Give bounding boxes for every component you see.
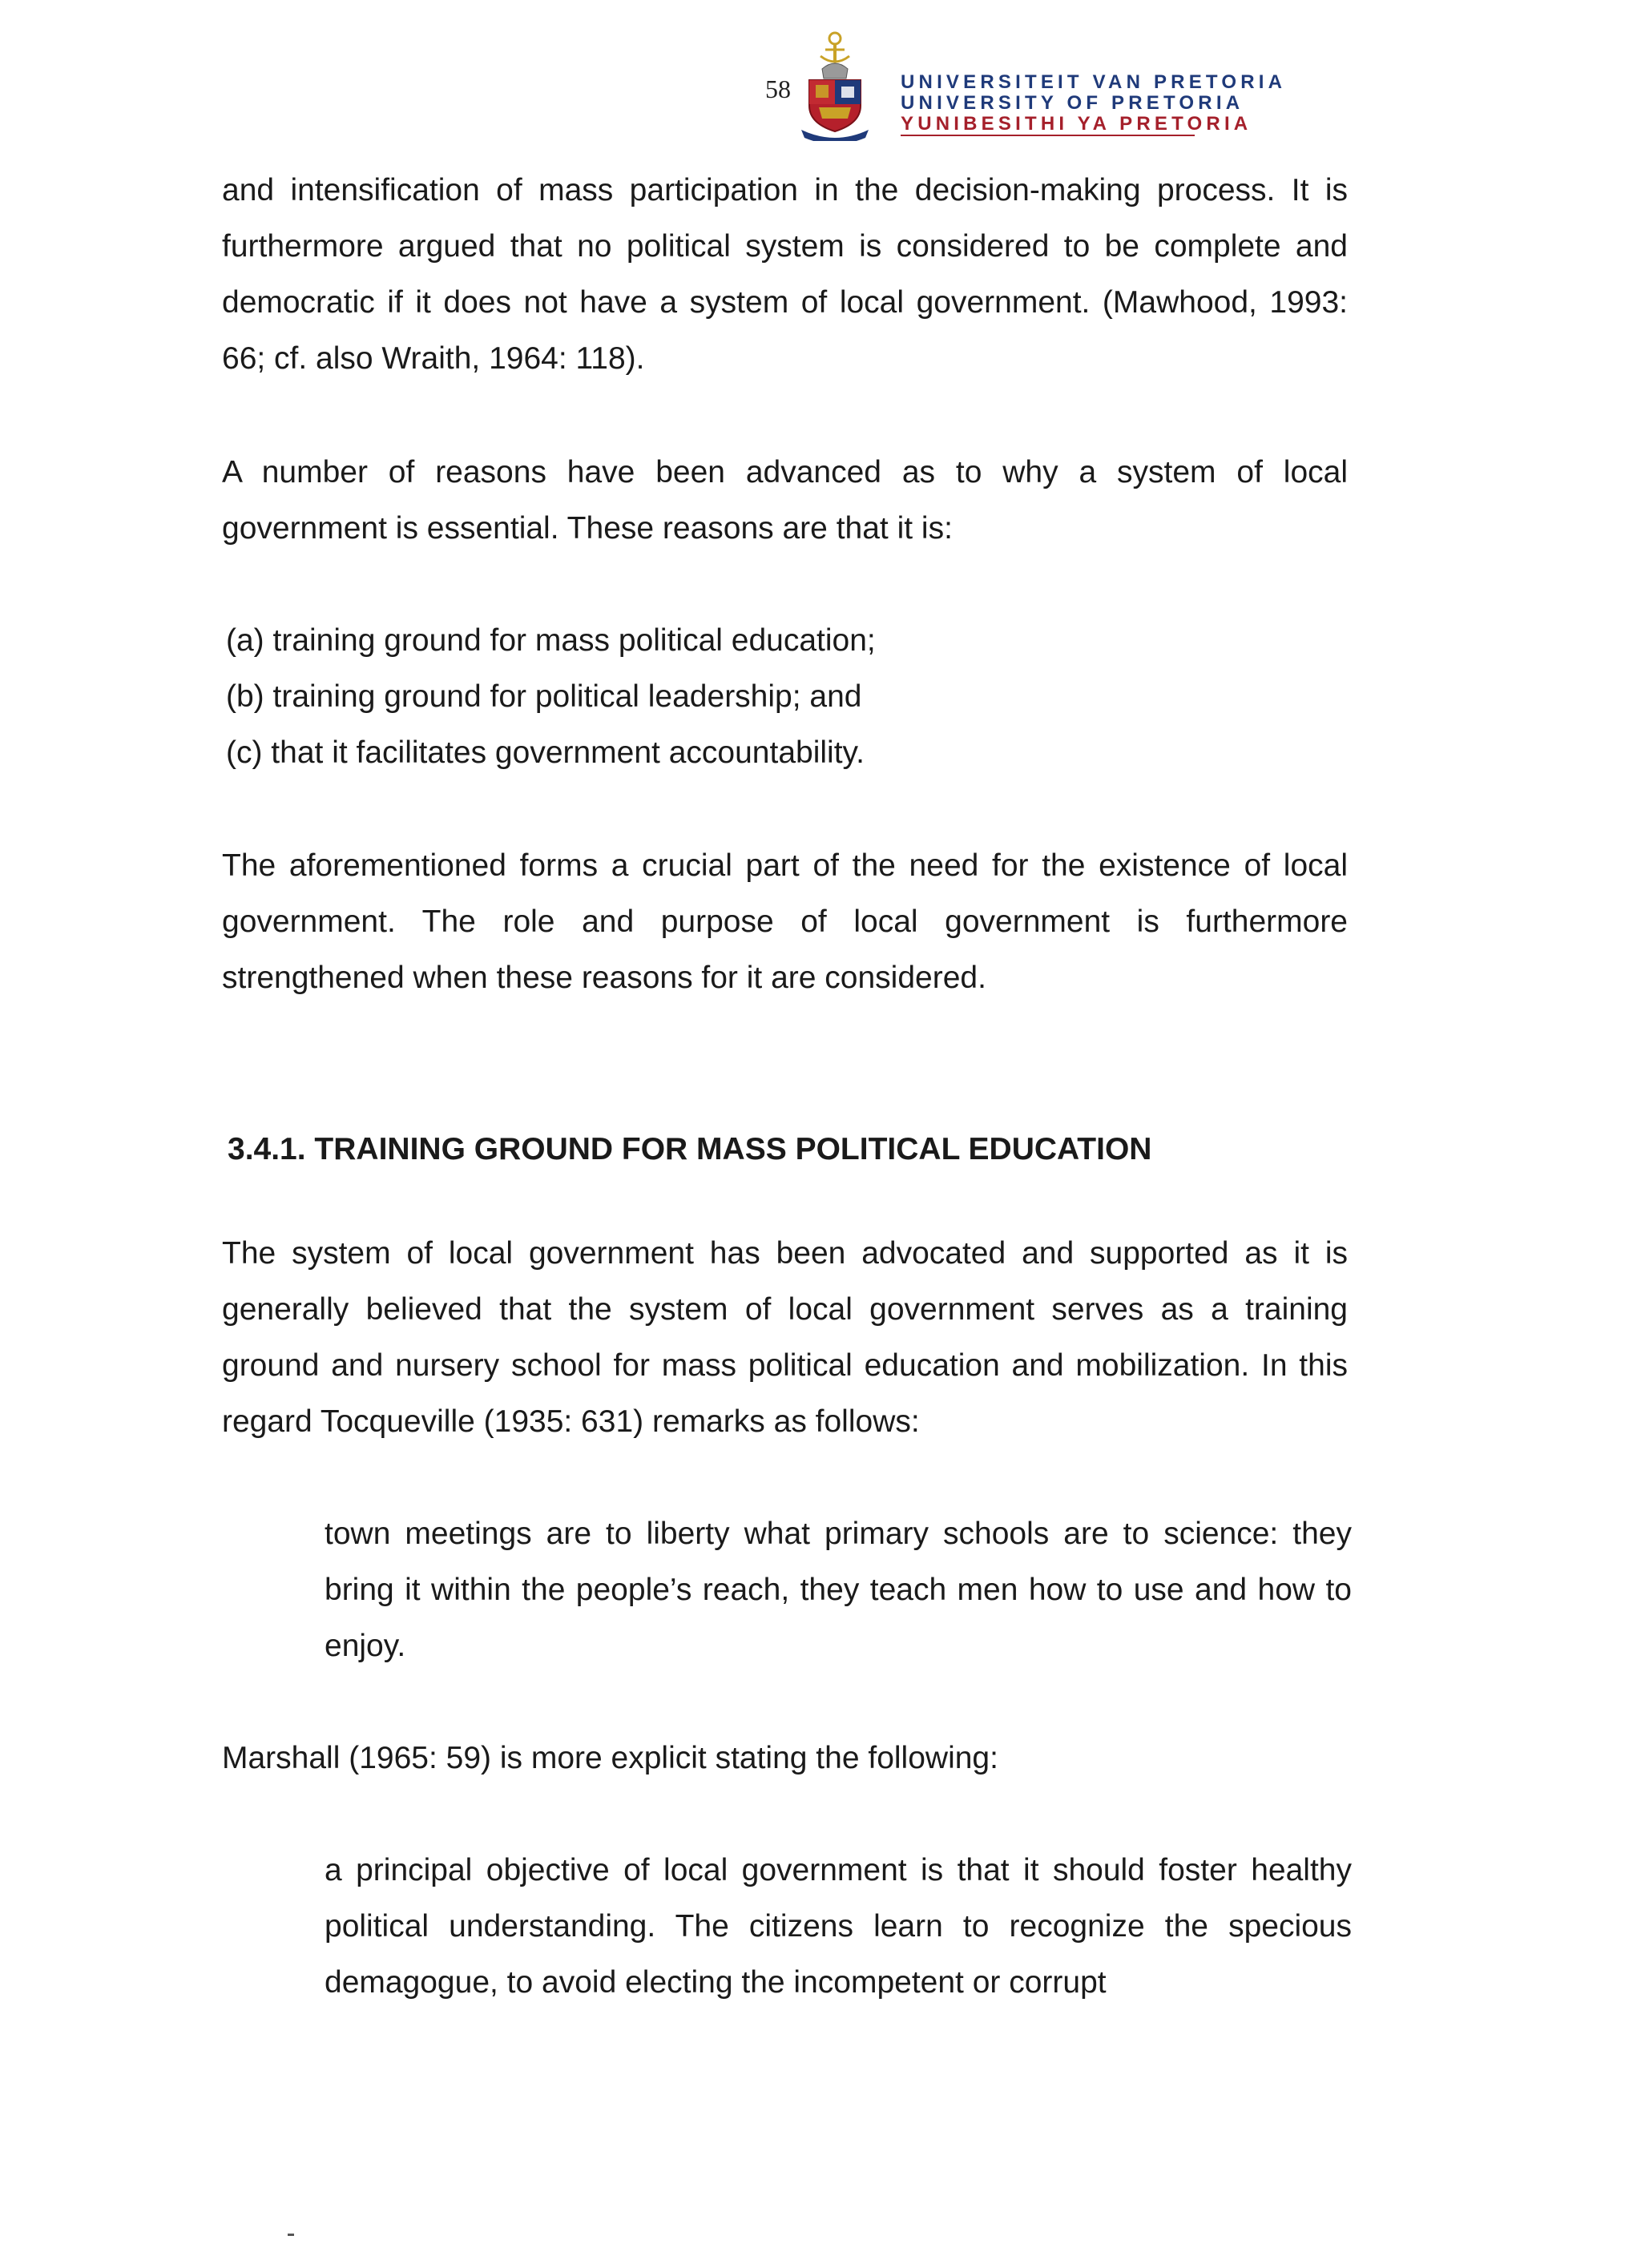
scan-mark — [288, 2234, 294, 2236]
list-item-c: (c) that it facilitates government accountability. — [226, 735, 865, 770]
paragraph-4: The system of local government has been advocated and supported as it is generally believed that the system of local government serves as a training ground and nursery school for mass political education and mobilization. In this regard Tocqueville (1935: 631) remarks as follows: — [222, 1236, 1348, 1439]
block-quote-marshall: a principal objective of local government is that it should foster healthy political understanding. The citizens learn to recognize the specious demagogue, to avoid electing the incompetent or corrupt — [325, 1853, 1352, 2000]
page-number: 58 — [765, 75, 791, 103]
paragraph-1: and intensification of mass participation in the decision-making process. It is furthermore argued that no political system is considered to be complete and democratic if it does not have a system of local government. (Mawhood, 1993: 66; cf. also Wraith, 1964: 118). — [222, 173, 1348, 376]
list-item-b: (b) training ground for political leadership; and — [226, 679, 862, 714]
paragraph-2: A number of reasons have been advanced as to why a system of local government is essential. These reasons are that it is: — [222, 455, 1348, 546]
section-heading: 3.4.1. TRAINING GROUND FOR MASS POLITICAL EDUCATION — [228, 1132, 1152, 1166]
paragraph-3: The aforementioned forms a crucial part of the need for the existence of local government. The role and purpose of local government is furthermore strengthened when these reasons for it are considered. — [222, 848, 1348, 995]
list-item-a: (a) training ground for mass political education; — [226, 623, 876, 658]
university-crest-icon — [801, 29, 869, 141]
block-quote-tocqueville: town meetings are to liberty what primary schools are to science: they bring it within the people’s reach, they teach men how to use and how to enjoy. — [325, 1517, 1352, 1663]
university-name-english: UNIVERSITY OF PRETORIA — [901, 92, 1244, 114]
university-name-sepedi: YUNIBESITHI YA PRETORIA — [901, 113, 1252, 135]
paragraph-5: Marshall (1965: 59) is more explicit stating the following: — [222, 1741, 998, 1775]
university-name-block — [901, 72, 1286, 135]
university-name-afrikaans: UNIVERSITEIT VAN PRETORIA — [901, 71, 1287, 93]
header-underline — [901, 135, 1195, 136]
